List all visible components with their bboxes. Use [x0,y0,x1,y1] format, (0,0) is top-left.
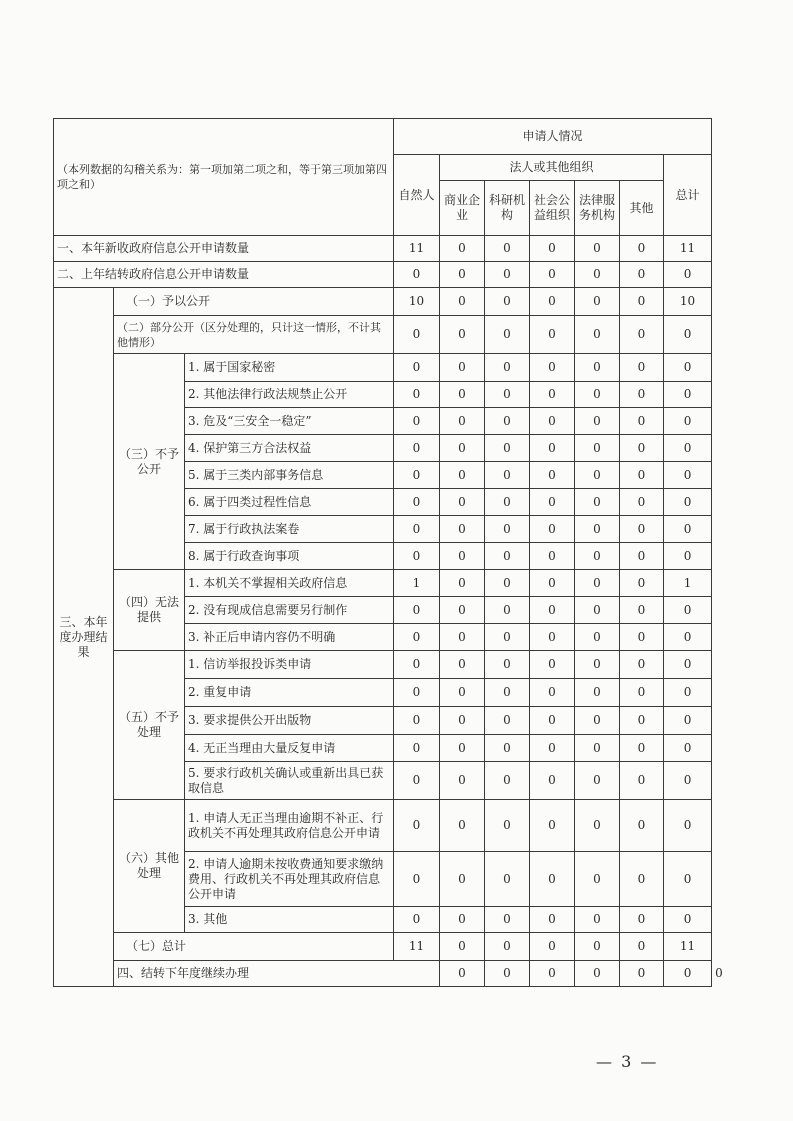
cell-value: 0 [664,516,712,543]
cell-value: 0 [575,679,620,707]
cell-value: 0 [440,236,485,262]
row-label: 2. 没有现成信息需要另行制作 [185,597,394,624]
cell-value: 0 [485,597,530,624]
row-label: 3. 要求提供公开出版物 [185,707,394,735]
cell-value: 0 [575,624,620,651]
cell-value: 0 [664,762,712,800]
cell-value: 0 [530,516,575,543]
cell-value: 0 [530,624,575,651]
cell-value: 0 [530,316,575,354]
cell-value: 0 [620,624,664,651]
cell-value: 0 [485,316,530,354]
row-label: 4. 无正当理由大量反复申请 [185,735,394,762]
cell-value: 0 [530,570,575,597]
cell-value: 0 [485,762,530,800]
cell-value: 0 [394,516,440,543]
cell-value: 1 [664,570,712,597]
cell-value: 0 [440,382,485,408]
cell-value: 0 [530,852,575,907]
cell-value: 0 [440,933,485,961]
row-label: 1. 信访举报投诉类申请 [185,651,394,679]
table-note: （本列数据的勾稽关系为：第一项加第二项之和，等于第三项加第四项之和） [54,119,394,236]
cell-value: 0 [575,462,620,489]
table-row [54,354,712,382]
cell-value: 0 [394,707,440,735]
cell-value: 0 [575,852,620,907]
info-disclosure-table [53,118,723,987]
cell-value: 0 [530,489,575,516]
cell-value: 0 [440,354,485,382]
cell-value: 0 [575,316,620,354]
cell-value: 0 [620,435,664,462]
cell-value: 0 [620,597,664,624]
row-label: 3. 其他 [185,907,394,933]
cell-value: 0 [485,354,530,382]
cell-value: 0 [440,852,485,907]
cell-value: 0 [664,382,712,408]
cell-value: 0 [664,735,712,762]
group-5-label: （五）不予处理 [114,651,185,800]
cell-value: 0 [620,543,664,570]
cell-value: 0 [575,236,620,262]
cell-value: 0 [664,489,712,516]
cell-value: 0 [394,408,440,435]
cell-value: 0 [485,707,530,735]
cell-value: 0 [530,707,575,735]
table-row [54,933,712,961]
cell-value: 0 [575,735,620,762]
row-label: （二）部分公开（区分处理的，只计这一情形，不计其他情形） [114,316,394,354]
cell-value: 0 [440,624,485,651]
cell-value: 0 [620,933,664,961]
cell-value: 0 [485,516,530,543]
cell-value: 0 [530,382,575,408]
cell-value: 0 [530,762,575,800]
cell-value: 0 [530,236,575,262]
cell-value: 0 [620,679,664,707]
table-row: 四、结转下年度继续办理 0 0 0 0 0 0 0 [54,961,712,987]
group-6-label: （六）其他处理 [114,800,185,933]
header-natural-person: 自然人 [394,155,440,236]
cell-value: 0 [620,462,664,489]
cell-value: 0 [664,435,712,462]
table-row [54,316,712,354]
cell-value: 0 [485,262,530,288]
cell-value: 0 [664,800,712,852]
cell-value: 0 [440,907,485,933]
cell-value: 0 [440,651,485,679]
cell-value: 0 [530,435,575,462]
cell-value: 0 [664,408,712,435]
cell-value: 0 [575,354,620,382]
cell-value: 0 [664,262,712,288]
row-label: 四、结转下年度继续办理 [114,961,440,987]
cell-value: 0 [664,462,712,489]
row-label: 2. 重复申请 [185,679,394,707]
cell-value: 0 [664,354,712,382]
cell-value: 0 [530,462,575,489]
cell-value: 0 [440,489,485,516]
cell-value: 0 [485,933,530,961]
cell-value: 0 [575,597,620,624]
cell-value: 0 [394,354,440,382]
row-label: 1. 属于国家秘密 [185,354,394,382]
cell-value: 0 [575,961,620,987]
cell-value: 0 [575,707,620,735]
cell-value: 0 [485,651,530,679]
cell-value: 0 [664,651,712,679]
row-label: （一）予以公开 [114,288,394,316]
header-social: 社会公益组织 [530,181,575,236]
cell-value: 0 [575,933,620,961]
cell-value: 0 [664,597,712,624]
cell-value: 0 [620,489,664,516]
cell-value: 0 [575,288,620,316]
cell-value: 0 [620,382,664,408]
cell-value: 0 [394,852,440,907]
cell-value: 0 [485,382,530,408]
cell-value: 0 [575,800,620,852]
row-label: 二、上年结转政府信息公开申请数量 [54,262,394,288]
cell-value: 1 [394,570,440,597]
row-label: 一、本年新收政府信息公开申请数量 [54,236,394,262]
cell-value: 0 [485,489,530,516]
cell-value: 0 [575,543,620,570]
cell-value: 0 [440,262,485,288]
header-applicant: 申请人情况 [394,119,712,155]
cell-value: 0 [440,462,485,489]
cell-value: 0 [575,651,620,679]
cell-value: 0 [440,597,485,624]
cell-value: 0 [530,961,575,987]
cell-value: 0 [664,707,712,735]
cell-value: 0 [575,262,620,288]
cell-value: 0 [530,597,575,624]
cell-value: 0 [394,316,440,354]
row-label: 5. 属于三类内部事务信息 [185,462,394,489]
cell-value: 0 [620,707,664,735]
group-3-label: （三）不予公开 [114,354,185,570]
row-label: 7. 属于行政执法案卷 [185,516,394,543]
cell-value: 0 [530,907,575,933]
cell-value: 0 [440,516,485,543]
cell-value: 0 [394,382,440,408]
cell-value: 0 [530,288,575,316]
cell-value: 0 [620,354,664,382]
table-row [54,288,712,316]
row-label: 5. 要求行政机关确认或重新出具已获取信息 [185,762,394,800]
cell-value: 0 [664,316,712,354]
cell-value: 0 [620,570,664,597]
cell-value: 0 [664,624,712,651]
table-row [54,570,712,597]
cell-value: 11 [664,236,712,262]
row-label: 3. 危及“三安全一稳定” [185,408,394,435]
cell-value: 0 [394,624,440,651]
cell-value: 0 [575,907,620,933]
cell-value: 0 [620,236,664,262]
cell-value: 0 [664,543,712,570]
cell-value: 0 [440,679,485,707]
cell-value: 0 [394,735,440,762]
row-label: 2. 申请人逾期未按收费通知要求缴纳费用、行政机关不再处理其政府信息公开申请 [185,852,394,907]
row-label: 3. 补正后申请内容仍不明确 [185,624,394,651]
cell-value: 11 [664,933,712,961]
cell-value: 0 [485,800,530,852]
cell-value: 0 [620,262,664,288]
row-label: 4. 保护第三方合法权益 [185,435,394,462]
table-row [54,800,712,852]
header-research: 科研机构 [485,181,530,236]
row-label: 2. 其他法律行政法规禁止公开 [185,382,394,408]
header-legal-group: 法人或其他组织 [440,155,664,181]
cell-value: 0 [575,489,620,516]
cell-value: 0 [485,408,530,435]
cell-value: 0 [485,435,530,462]
cell-value: 0 [664,961,712,987]
cell-value: 0 [485,624,530,651]
cell-value: 0 [620,961,664,987]
cell-value: 0 [620,907,664,933]
cell-value: 0 [620,316,664,354]
cell-value: 0 [530,543,575,570]
cell-value: 0 [440,961,485,987]
cell-value: 0 [530,679,575,707]
cell-value: 0 [394,800,440,852]
cell-value: 0 [440,735,485,762]
cell-value: 0 [394,262,440,288]
cell-value: 0 [440,435,485,462]
cell-value: 10 [394,288,440,316]
table-row [54,236,712,262]
cell-value: 0 [394,597,440,624]
cell-value: 0 [664,907,712,933]
cell-value: 0 [575,408,620,435]
cell-value: 0 [530,262,575,288]
cell-value: 0 [440,408,485,435]
cell-value: 0 [530,735,575,762]
header-other: 其他 [620,181,664,236]
row-label: 1. 本机关不掌握相关政府信息 [185,570,394,597]
cell-value: 0 [530,354,575,382]
cell-value: 0 [530,933,575,961]
cell-value: 0 [440,762,485,800]
cell-value: 0 [575,382,620,408]
cell-value: 0 [394,907,440,933]
header-total: 总计 [664,155,712,236]
cell-value: 0 [440,800,485,852]
cell-value: 0 [485,907,530,933]
cell-value: 0 [485,236,530,262]
cell-value: 0 [485,462,530,489]
header-business: 商业企业 [440,181,485,236]
cell-value: 0 [485,961,530,987]
cell-value: 0 [440,707,485,735]
cell-value: 0 [440,570,485,597]
cell-value: 0 [440,288,485,316]
cell-value: 0 [530,408,575,435]
cell-value: 0 [394,679,440,707]
cell-value: 0 [620,408,664,435]
row-label: 8. 属于行政查询事项 [185,543,394,570]
cell-value: 0 [620,852,664,907]
cell-value: 0 [394,489,440,516]
cell-value: 0 [485,735,530,762]
table-row [54,651,712,679]
cell-value: 0 [440,543,485,570]
cell-value: 0 [575,516,620,543]
cell-value: 0 [485,543,530,570]
cell-value: 0 [575,570,620,597]
cell-value: 0 [575,762,620,800]
cell-value: 0 [485,570,530,597]
cell-value: 0 [620,762,664,800]
cell-value: 0 [485,288,530,316]
section-3-label: 三、本年度办理结果 [54,288,114,987]
cell-value: 0 [575,435,620,462]
cell-value: 0 [440,316,485,354]
cell-value: 0 [530,800,575,852]
cell-value: 0 [620,516,664,543]
table-row [54,262,712,288]
cell-value: 11 [394,236,440,262]
cell-value: 11 [394,933,440,961]
row-label: （七）总计 [114,933,394,961]
group-4-label: （四）无法提供 [114,570,185,651]
cell-value: 10 [664,288,712,316]
cell-value: 0 [394,762,440,800]
page-number: — 3 — [596,1052,659,1071]
row-label: 6. 属于四类过程性信息 [185,489,394,516]
cell-value: 0 [394,462,440,489]
cell-value: 0 [394,435,440,462]
cell-value: 0 [620,800,664,852]
cell-value: 0 [664,679,712,707]
cell-value: 0 [485,679,530,707]
cell-value: 0 [620,735,664,762]
header-law: 法律服务机构 [575,181,620,236]
cell-value: 0 [485,852,530,907]
cell-value: 0 [620,651,664,679]
row-label: 1. 申请人无正当理由逾期不补正、行政机关不再处理其政府信息公开申请 [185,800,394,852]
cell-value: 0 [620,288,664,316]
cell-value: 0 [664,852,712,907]
cell-value: 0 [394,651,440,679]
cell-value: 0 [394,543,440,570]
cell-value: 0 [530,651,575,679]
